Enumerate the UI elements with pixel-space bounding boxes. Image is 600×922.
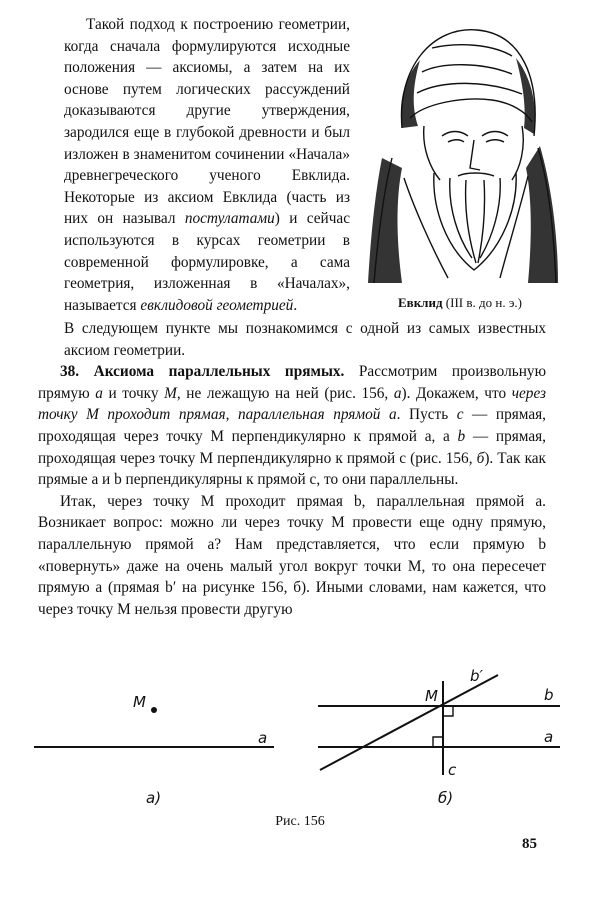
portrait-caption-dates: (III в. до н. э.) xyxy=(445,295,522,310)
p1-part-e: . Пусть xyxy=(396,406,457,424)
p1-part-a: Рассмотрим произвольную прямую xyxy=(38,363,546,402)
var-c: c xyxy=(456,406,464,424)
intro-paragraph xyxy=(64,14,350,316)
label-point-m-panel-b: M xyxy=(425,687,438,705)
label-point-m: M xyxy=(133,693,146,711)
right-angle-mark-bottom xyxy=(433,737,443,747)
var-m: M xyxy=(164,384,177,402)
page-number: 85 xyxy=(522,836,537,852)
label-line-a: a xyxy=(258,729,268,747)
point-m xyxy=(151,707,157,713)
euclid-portrait-image xyxy=(362,8,558,286)
theorem-statement: через точку M проходит прямая, параллельная прямой a xyxy=(38,384,547,424)
portrait-caption-name: Евклид xyxy=(398,295,443,310)
var-b: b xyxy=(457,427,466,445)
p1-part-b: и точку xyxy=(102,384,165,402)
continuation-paragraph: В следующем пункте мы познакомимся с одной из самых известных аксиом геометрии. xyxy=(64,320,546,359)
intro-end: . xyxy=(293,296,298,314)
section-heading: 38. Аксиома параллельных прямых. xyxy=(60,363,345,381)
p1-part-d: ). Докажем, что xyxy=(401,384,512,402)
figure-caption: Рис. 156 xyxy=(275,814,325,829)
p1-part-g: — прямая, проходящая через точку M перпендикулярно к прямой c (рис. 156, xyxy=(38,427,546,467)
fig-ref-a: а xyxy=(393,384,402,402)
figure-panel-a xyxy=(34,693,274,807)
p1-part-h: ). Так как прямые a и b перпендикулярны к прямой c, то они параллельны. xyxy=(38,449,546,489)
paragraph-38 xyxy=(38,361,546,491)
intro-text-after: ) и сейчас используются в курсах геометрии в современной формулировке, а сама геометрия, изложенная в «Началах», называется xyxy=(64,210,350,314)
label-line-b-prime: b′ xyxy=(470,667,483,685)
intro-text: Такой подход к построению геометрии, когда сначала формулируются исходные положения — аксиомы, а затем на их основе путем логических рассуждений доказываются другие утверждения, зародился еще в глубокой древности и был изложен в знаменитом сочинении «Начала» древнегреческого ученого Евклида. Некоторые из аксиом Евклида (часть из них он называл xyxy=(64,16,350,228)
label-line-a-panel-b: a xyxy=(544,728,554,746)
p1-part-c: , не лежащую на ней (рис. 156, xyxy=(176,384,394,402)
panel-label-b: б) xyxy=(438,789,454,807)
figure-panel-b xyxy=(318,667,560,807)
fig-ref-b: б xyxy=(476,449,485,467)
portrait-caption xyxy=(362,295,558,311)
label-line-c: c xyxy=(448,761,457,779)
panel-label-a: а) xyxy=(146,789,162,807)
label-line-b: b xyxy=(544,686,554,704)
var-a: a xyxy=(95,384,103,402)
paragraph-question: Итак, через точку M проходит прямая b, параллельная прямой a. Возникает вопрос: можно ли через точку M провести еще одну прямую, параллельную прямой a? Нам представляется, что если прямую b «повернуть» даже на очень малый угол вокруг точки M, то она пересечет прямую a (прямая b′ на рисунке 156, б). Иными словами, нам кажется, что через точку M нельзя провести другую xyxy=(38,492,546,618)
section-text xyxy=(38,318,546,620)
postulates-term: постулатами xyxy=(184,210,275,228)
euclidean-term: евклидовой геометрией xyxy=(140,296,294,314)
right-angle-mark-top xyxy=(443,706,453,716)
p1-part-f: — прямая, проходящая через точку M перпендикулярно к прямой a, а xyxy=(38,406,546,445)
figure-156 xyxy=(20,655,580,830)
line-b-prime xyxy=(320,675,498,770)
